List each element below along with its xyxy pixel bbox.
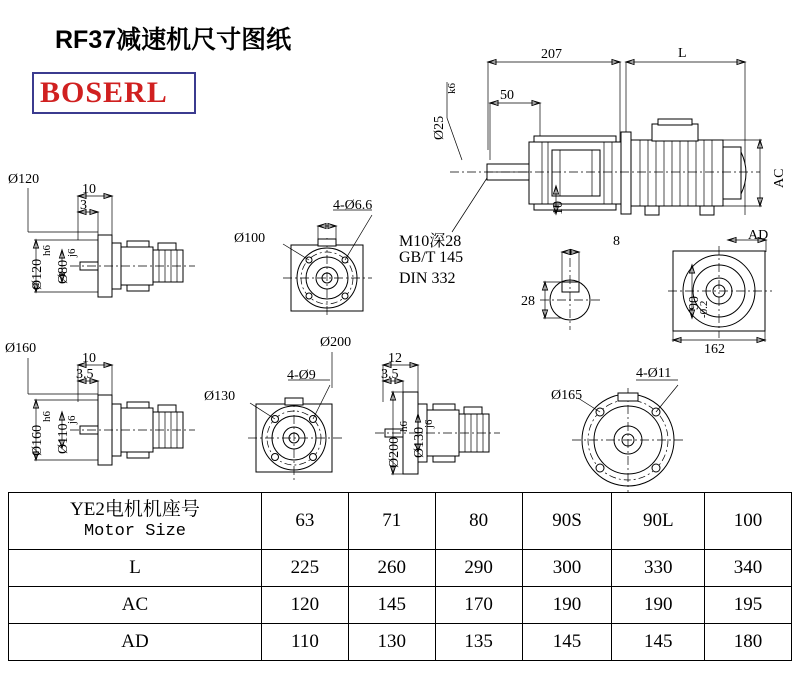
dim-label-28: 28: [521, 294, 535, 309]
view5-dim-12: 12: [388, 351, 402, 366]
view-flange-120-side: [28, 188, 195, 297]
gearbox-housing: [529, 132, 631, 214]
table-cell: 260: [348, 550, 435, 587]
dim-label-90-tol: -0.2: [698, 300, 710, 318]
table-row: [9, 550, 792, 587]
dim-label-shaft-dia: Ø25: [432, 115, 447, 140]
view1-dia-bolt: Ø80: [56, 259, 71, 284]
table-row: [9, 587, 792, 624]
view-flange-160-front: [248, 380, 342, 480]
view3-dia-bolt-tol: j6: [66, 415, 78, 424]
view5-dia-flange: Ø200: [387, 436, 402, 468]
view3-dia-flange-tol: h6: [41, 411, 53, 422]
view3-dia-flange: Ø160: [30, 424, 45, 456]
thread-note-line3: DIN 332: [399, 270, 456, 287]
table-cell: 135: [435, 624, 522, 661]
keyway-detail: [540, 250, 602, 331]
view5-dia-flange-tol: h6: [398, 421, 410, 432]
table-col-2: 80: [435, 493, 522, 550]
view5-dia-outer: Ø200: [320, 335, 352, 350]
view5-dia-bolt-tol: j6: [423, 419, 435, 428]
motor-end-view: [668, 238, 772, 343]
table-cell: 190: [612, 587, 705, 624]
view1-dia-flange: Ø120: [30, 258, 45, 290]
table-cell: 145: [612, 624, 705, 661]
dim-label-shaft-dia-tol: k6: [446, 83, 458, 94]
dim-label-AD: AD: [748, 228, 769, 243]
table-cell: 145: [348, 587, 435, 624]
table-row: [9, 624, 792, 661]
table-cell: 110: [262, 624, 349, 661]
view2-dia-pcd: Ø100: [234, 231, 266, 246]
view-flange-160-side: [28, 358, 195, 465]
dim-label-162: 162: [704, 342, 725, 357]
view5-dia-bolt: Ø130: [412, 426, 427, 458]
dim-label-L: L: [678, 46, 687, 61]
view1-dim-10: 10: [82, 182, 96, 197]
table-header-label: [9, 493, 262, 550]
view2-holes: 4-Ø6.6: [333, 198, 373, 213]
dim-label-50: 50: [500, 88, 514, 103]
view3-dim-3-5: 3.5: [76, 367, 94, 382]
table-row-label-AD: AD: [9, 624, 262, 661]
table-header-en: Motor Size: [83, 522, 187, 541]
view1-dia-flange-tol: h6: [41, 245, 53, 256]
view3-dia-outer: Ø160: [5, 341, 37, 356]
table-cell: 300: [522, 550, 612, 587]
view3-dia-bolt: Ø110: [56, 423, 71, 454]
table-cell: 190: [522, 587, 612, 624]
table-col-0: 63: [262, 493, 349, 550]
dim-label-8: 8: [613, 234, 620, 249]
table-cell: 170: [435, 587, 522, 624]
motor-housing: [631, 119, 746, 215]
table-cell: 290: [435, 550, 522, 587]
view1-dim-3: 3: [80, 198, 87, 213]
view3-dim-10: 10: [82, 351, 96, 366]
view1-dia-outer: Ø120: [8, 172, 40, 187]
table-cell: 330: [612, 550, 705, 587]
thread-note-line2: GB/T 145: [399, 249, 464, 266]
table-col-4: 90L: [612, 493, 705, 550]
table-cell: 130: [348, 624, 435, 661]
dim-label-90: 90: [687, 296, 702, 310]
page-title: RF37减速机尺寸图纸: [55, 26, 292, 54]
spec-table: [8, 492, 792, 661]
dim-label-10-shaft: 10: [551, 201, 566, 215]
table-cell: 120: [262, 587, 349, 624]
logo-text: BOSERL: [40, 76, 168, 109]
table-row-label-L: L: [9, 550, 262, 587]
table-cell: 145: [522, 624, 612, 661]
table-cell: 195: [705, 587, 792, 624]
view6-holes: 4-Ø11: [636, 366, 672, 381]
table-header-row: [9, 493, 792, 550]
view4-dia-pcd: Ø130: [204, 389, 236, 404]
table-col-5: 100: [705, 493, 792, 550]
thread-note-leader: [452, 178, 487, 232]
dim-label-207: 207: [541, 47, 562, 62]
table-cell: 340: [705, 550, 792, 587]
table-col-3: 90S: [522, 493, 612, 550]
table-cell: 225: [262, 550, 349, 587]
view6-dia-pcd: Ø165: [551, 388, 583, 403]
dim-label-AC: AC: [772, 168, 787, 188]
view5-dim-3-5: 3.5: [381, 367, 399, 382]
table-cell: 180: [705, 624, 792, 661]
thread-note-line1: M10深28: [399, 233, 462, 250]
table-header-cn: YE2电机机座号: [70, 499, 200, 520]
table-col-1: 71: [348, 493, 435, 550]
view4-holes: 4-Ø9: [287, 368, 316, 383]
table-row-label-AC: AC: [9, 587, 262, 624]
view-flange-200-front: [572, 380, 686, 492]
view1-dia-bolt-tol: j6: [66, 248, 78, 257]
view-flange-120-front: [283, 210, 372, 318]
